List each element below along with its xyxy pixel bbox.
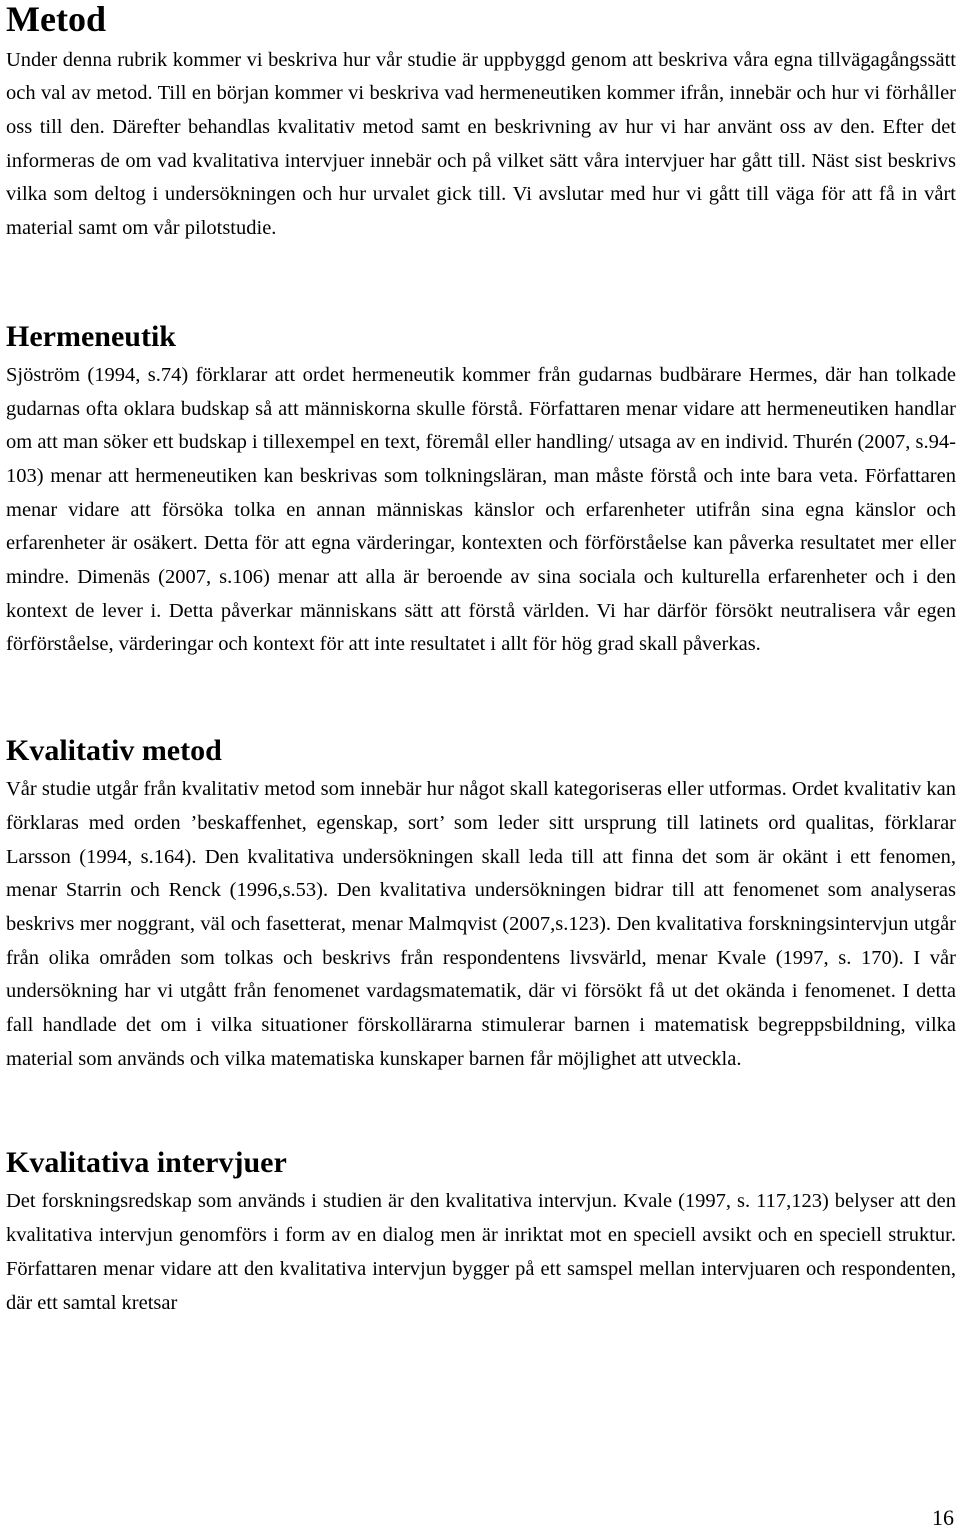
section-title-hermeneutik: Hermeneutik [6,319,176,353]
section-title-kvalitativa-intervjuer: Kvalitativa intervjuer [6,1146,287,1180]
section-title-kvalitativ-metod: Kvalitativ metod [6,734,222,768]
paragraph-metod: Under denna rubrik kommer vi beskriva hur vår studie är uppbyggd genom att beskriva våra egna tillvägagångssätt och val av metod. Till en början kommer vi beskriva vad hermeneutiken kommer ifrån, innebär och hur vi förhåller oss till den. Därefter behandlas kvalitativ metod samt en beskrivning av hur vi har använt oss av den. Efter det informeras de om vad kvalitativa intervjuer innebär och på vilket sätt våra intervjuer har gått till. Näst sist beskrivs vilka som deltog i undersökningen och hur urvalet gick till. Vi avslutar med hur vi gått till väga för att få in vårt material samt om vår pilotstudie. [6,48,956,240]
document-page [6,0,956,1320]
section-title-metod: Metod [6,0,106,39]
paragraph-kvalitativa-intervjuer: Det forskningsredskap som används i studien är den kvalitativa intervjun. Kvale (1997, s. 117,123) belyser att den kvalitativa intervjun genomförs i form av en dialog men är inriktat mot en speciell avsikt och en speciell struktur. Författaren menar vidare att den kvalitativa intervjun bygger på ett samspel mellan intervjuaren och respondenten, där ett samtal kretsar [6,1190,956,1314]
paragraph-hermeneutik: Sjöström (1994, s.74) förklarar att ordet hermeneutik kommer från gudarnas budbärare Hermes, där han tolkade gudarnas ofta oklara budskap så att människorna skulle förstå. Författaren menar vidare att hermeneutiken handlar om att man söker ett budskap i tillexempel en text, föremål eller handling/ utsaga av en individ. Thurén (2007, s.94-103) menar att hermeneutiken kan beskrivas som tolkningsläran, man måste förstå och inte bara veta. Författaren menar vidare att försöka tolka en annan människas känslor och erfarenheter utifrån sina egna känslor och erfarenheter är osäkert. Detta för att egna värderingar, kontexten och förförståelse kan påverka resultatet mer eller mindre. Dimenäs (2007, s.106) menar att alla är beroende av sina sociala och kulturella erfarenheter och i den kontext de lever i. Detta påverkar människans sätt att förstå världen. Vi har därför försökt neutralisera vår egen förförståelse, värderingar och kontext för att inte resultatet i allt för hög grad skall påverkas. [6,363,956,656]
page-number: 16 [932,1505,954,1530]
paragraph-kvalitativ-metod: Vår studie utgår från kvalitativ metod som innebär hur något skall kategoriseras eller utformas. Ordet kvalitativ kan förklaras med orden ’beskaffenhet, egenskap, sort’ som leder sitt ursprung till latinets ord qualitas, förklarar Larsson (1994, s.164). Den kvalitativa undersökningen skall leda till att finna det som är okänt i ett fenomen, menar Starrin och Renck (1996,s.53). Den kvalitativa undersökningen bidrar till att fenomenet som analyseras beskrivs mer noggrant, väl och fasetterat, menar Malmqvist (2007,s.123). Den kvalitativa forskningsintervjun utgår från olika områden som tolkas och beskrivs från respondentens livsvärld, menar Kvale (1997, s. 170). I vår undersökning har vi utgått från fenomenet vardagsmatematik, där vi försökt få ut det okända i fenomenet. I detta fall handlade det om i vilka situationer förskollärarna stimulerar barnen i matematisk begreppsbildning, vilka material som används och vilka matematiska kunskaper barnen får möjlighet att utveckla. [6,778,956,1070]
